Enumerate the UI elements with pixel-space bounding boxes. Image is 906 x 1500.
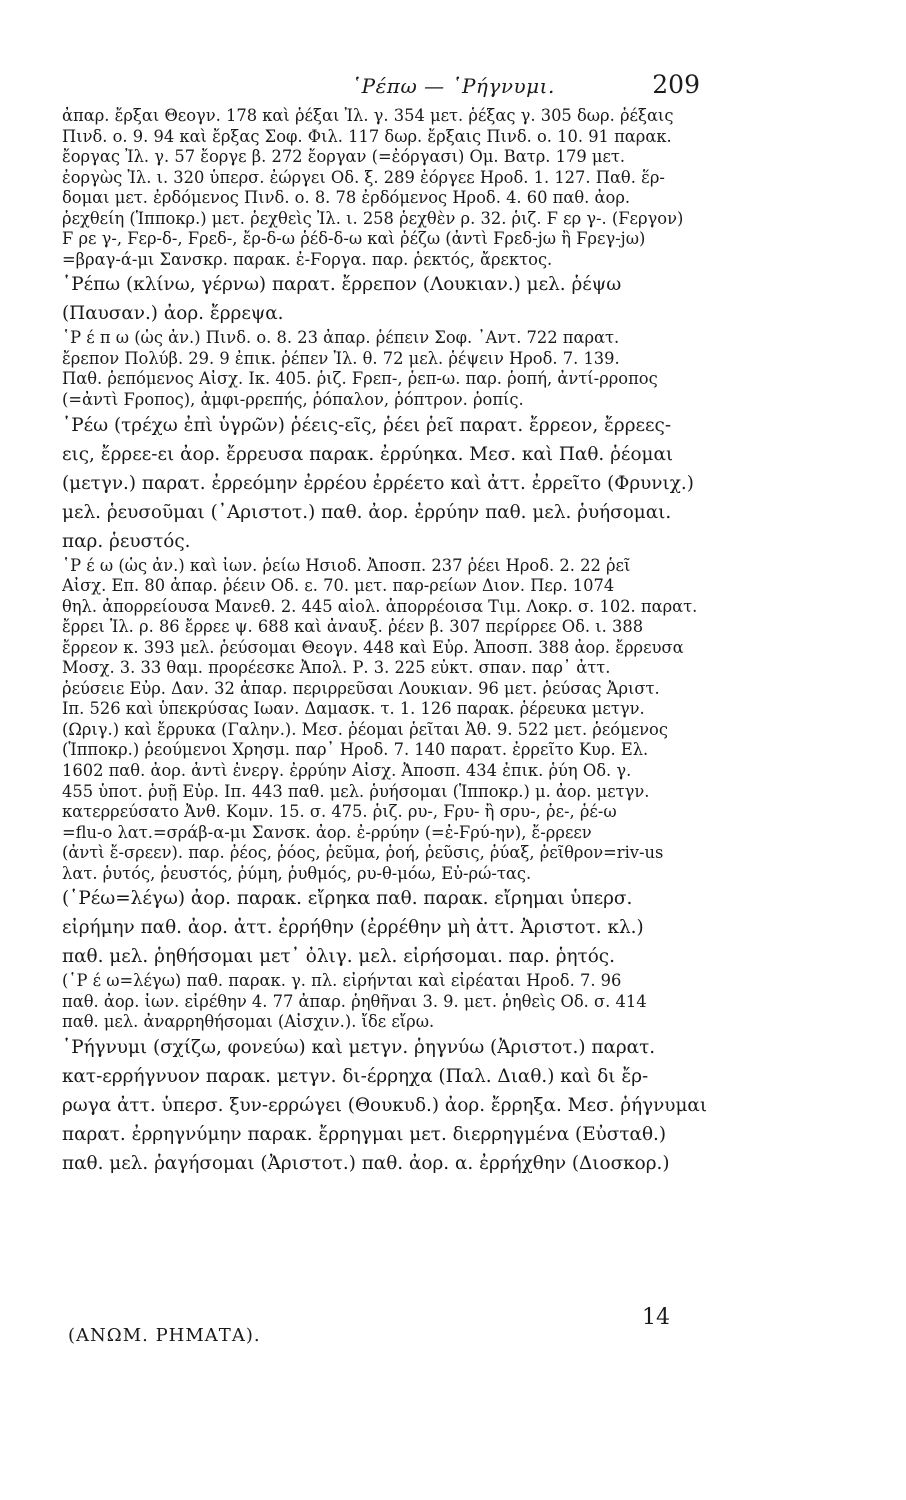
text-line: ῾Ρήγνυμι (σχίζω, φονεύω) καὶ μετγν. ῥηγνύω (Ἀριστοτ.) παρατ. — [62, 1036, 656, 1058]
text-line: ρωγα ἀττ. ὑπερσ. ξυν-ερρώγει (Θουκυδ.) ἀορ. ἔρρηξα. Μεσ. ῥήγνυμαι — [62, 1094, 708, 1116]
text-line: Παθ. ῥεπόμενος Αἰσχ. Ικ. 405. ῥιζ. Ϝρεπ-, ῥεπ-ω. παρ. ῥοπή, ἀντί-ρροπος — [62, 369, 658, 389]
text-line: θηλ. ἀπορρείουσα Μανεθ. 2. 445 αἰολ. ἀπορρέοισα Τιμ. Λοκρ. σ. 102. παρατ. — [62, 596, 698, 616]
text-line: ἔρεπον Πολύβ. 29. 9 ἐπικ. ῥέπεν Ἰλ. θ. 72 μελ. ῥέψειν Ηροδ. 7. 139. — [62, 348, 620, 368]
text-line: ἔρρει Ἰλ. ρ. 86 ἔρρεε ψ. 688 καὶ ἀναυξ. ῥέεν β. 307 περίρρεε Οδ. ι. 388 — [62, 617, 644, 637]
text-line: παρ. ῥευστός. — [62, 530, 191, 552]
entry-block — [62, 884, 714, 971]
sheet-number: 14 — [642, 1305, 670, 1330]
text-line: παθ. μελ. ῥαγήσομαι (Ἀριστοτ.) παθ. ἀορ. α. ἐρρήχθην (Διοσκορ.) — [62, 1152, 670, 1174]
text-line: Πινδ. ο. 9. 94 καὶ ἔρξας Σοφ. Φιλ. 117 δωρ. ἔρξαις Πινδ. ο. 10. 91 παρακ. — [62, 126, 672, 146]
text-line: Μοσχ. 3. 33 θαμ. προρέεσκε Ἀπολ. Ρ. 3. 225 εὐκτ. σπαν. παρ᾿ ἀττ. — [62, 658, 611, 678]
text-line: (Ωριγ.) καὶ ἔρρυκα (Γαλην.). Μεσ. ῥέομαι ῥεῖται Ἀθ. 9. 522 μετ. ῥεόμενος — [62, 719, 668, 739]
text-line: μελ. ῥευσοῦμαι (᾿Αριστοτ.) παθ. ἀορ. ἐρρύην παθ. μελ. ῥυήσομαι. — [62, 501, 672, 523]
text-line: εις, ἔρρεε-ει ἀορ. ἔρρευσα παρακ. ἐρρύηκα. Μεσ. καὶ Παθ. ῥέομαι — [62, 443, 674, 465]
entry-block — [62, 1033, 714, 1178]
running-head: ῾Ρέπω — ῾Ρήγνυμι. — [351, 74, 555, 98]
text-line: (῾Ρέω=λέγω) ἀορ. παρακ. εἴρηκα παθ. παρακ. εἴρημαι ὑπερσ. — [62, 888, 633, 910]
text-line: παθ. μελ. ἀναρρηθήσομαι (Αἰσχιν.). ἴδε εἴρω. — [62, 1012, 435, 1032]
signature-mark: (ΑΝΩΜ. ΡΗΜΑΤΑ). — [68, 1325, 261, 1346]
page-body — [62, 106, 714, 1178]
entry-block — [62, 270, 714, 328]
entry-block — [62, 328, 714, 410]
text-line: =βραγ-ά-μι Σανσκρ. παρακ. ἐ-Ϝοργα. παρ. ῥεκτός, ἄρεκτος. — [62, 249, 553, 269]
entry-block — [62, 411, 714, 556]
text-line: 1602 παθ. ἀορ. ἀντὶ ἐνεργ. ἐρρύην Αἰσχ. Ἀποσπ. 434 ἐπικ. ῥύη Οδ. γ. — [62, 761, 632, 781]
page-header — [0, 70, 906, 110]
text-line: ἀπαρ. ἔρξαι Θεογν. 178 καὶ ῥέξαι Ἰλ. γ. 354 μετ. ῥέξας γ. 305 δωρ. ῥέξαις — [62, 106, 674, 125]
text-line: ῥεύσειε Εὐρ. Δαν. 32 ἀπαρ. περιρρεῦσαι Λουκιαν. 96 μετ. ῥεύσας Ἀριστ. — [62, 678, 660, 698]
text-line: εἰρήμην παθ. ἀορ. ἀττ. ἐρρήθην (ἐρρέθην μὴ ἀττ. Ἀριστοτ. κλ.) — [62, 917, 644, 939]
text-line: (Ἱπποκρ.) ῥεούμενοι Χρησμ. παρ᾿ Ηροδ. 7. 140 παρατ. ἐρρεῖτο Κυρ. Ελ. — [62, 740, 649, 760]
entry-block — [62, 106, 714, 270]
text-line: ῾Ρέπω (κλίνω, γέρνω) παρατ. ἔρρεπον (Λουκιαν.) μελ. ῥέψω — [62, 274, 622, 296]
text-line: Ιπ. 526 καὶ ὑπεκρύσας Ιωαν. Δαμασκ. τ. 1. 126 παρακ. ῥέρευκα μετγν. — [62, 699, 645, 719]
text-line: παρατ. ἐρρηγνύμην παρακ. ἔρρηγμαι μετ. διερρηγμένα (Εὐσταθ.) — [62, 1123, 667, 1145]
text-line: Αἰσχ. Επ. 80 ἀπαρ. ῥέειν Οδ. ε. 70. μετ. παρ-ρείων Διον. Περ. 1074 — [62, 576, 615, 596]
text-line: παθ. μελ. ῥηθήσομαι μετ᾿ ὀλιγ. μελ. εἰρήσομαι. παρ. ῥητός. — [62, 946, 615, 968]
text-line: κατερρεύσατο Ἀνθ. Κομν. 15. σ. 475. ῥιζ. ρυ-, Ϝρυ- ἢ σρυ-, ῥε-, ῥέ-ω — [62, 802, 617, 822]
page-footer — [62, 1305, 714, 1365]
text-line: Ϝ ρε γ-, Ϝερ-δ-, Ϝρεδ-, ἔρ-δ-ω ῥέδ-δ-ω καὶ ῥέζω (ἀντὶ Ϝρεδ-jω ἢ Ϝρεγ-jω) — [62, 229, 646, 249]
text-line: λατ. ῥυτός, ῥευστός, ῥύμη, ῥυθμός, ρυ-θ-μόω, Εὐ-ρώ-τας. — [62, 863, 532, 883]
text-line: ῥεχθείη (Ἱπποκρ.) μετ. ῥεχθεὶς Ἰλ. ι. 258 ῥεχθὲν ρ. 32. ῥιζ. Ϝ ερ γ-. (Ϝεργον) — [62, 208, 684, 228]
text-line: (Παυσαν.) ἀορ. ἔρρεψα. — [62, 303, 284, 325]
text-line: (μετγν.) παρατ. ἐρρεόμην ἐρρέου ἐρρέετο καὶ ἀττ. ἐρρεῖτο (Φρυνιχ.) — [62, 472, 694, 494]
text-line: ῾Ρ έ ω (ὡς ἀν.) καὶ ἰων. ῥείω Ησιοδ. Ἀποσπ. 237 ῥέει Ηροδ. 2. 22 ῥεῖ — [62, 555, 631, 575]
text-line: παθ. ἀορ. ἰων. εἰρέθην 4. 77 ἀπαρ. ῥηθῆναι 3. 9. μετ. ῥηθεὶς Οδ. σ. 414 — [62, 991, 647, 1011]
text-line: ἔοργας Ἰλ. γ. 57 ἔοργε β. 272 ἔοργαν (=ἐόργασι) Ομ. Βατρ. 179 μετ. — [62, 147, 626, 167]
text-line: ῾Ρ έ π ω (ὡς ἀν.) Πινδ. ο. 8. 23 ἀπαρ. ῥέπειν Σοφ. ᾿Αντ. 722 παρατ. — [62, 328, 620, 348]
text-line: (=ἀντὶ Ϝροπος), ἀμφι-ρρεπής, ῥόπαλον, ῥόπτρον. ῥοπίς. — [62, 390, 524, 410]
text-line: ῾Ρέω (τρέχω ἐπὶ ὑγρῶν) ῥέεις-εῖς, ῥέει ῥεῖ παρατ. ἔρρεον, ἔρρεες- — [62, 414, 672, 436]
page-number: 209 — [652, 70, 700, 99]
text-line: δομαι μετ. ἐρδόμενος Πινδ. ο. 8. 78 ἐρδόμενος Ηροδ. 4. 60 παθ. ἀορ. — [62, 188, 631, 208]
text-line: ἔρρεον κ. 393 μελ. ῥεύσομαι Θεογν. 448 καὶ Εὐρ. Ἀποσπ. 388 ἀορ. ἔρρευσα — [62, 637, 684, 657]
entry-block — [62, 556, 714, 885]
text-line: (῾Ρ έ ω=λέγω) παθ. παρακ. γ. πλ. εἰρήνται καὶ εἰρέαται Ηροδ. 7. 96 — [62, 971, 622, 991]
entry-block — [62, 971, 714, 1033]
text-line: κατ-ερρήγνυον παρακ. μετγν. δι-έρρηχα (Παλ. Διαθ.) καὶ δι ἔρ- — [62, 1065, 649, 1087]
text-line: (ἀντὶ ἔ-σρεεν). παρ. ῥέος, ῥόος, ῥεῦμα, ῥοή, ῥεῦσις, ῥύαξ, ῥεῖθρον=riv-us — [62, 843, 664, 863]
text-line: 455 ὑποτ. ῥυῇ Εὐρ. Ιπ. 443 παθ. μελ. ῥυήσομαι (Ἱπποκρ.) μ. ἀορ. μετγν. — [62, 781, 650, 801]
text-line: =flu-o λατ.=σράβ-α-μι Σανσκ. ἀορ. ἐ-ρρύην (=ἐ-Ϝρύ-ην), ἔ-ρρεεν — [62, 822, 592, 842]
text-line: ἐοργὼς Ἰλ. ι. 320 ὑπερσ. ἐώργει Οδ. ξ. 289 ἐόργεε Ηροδ. 1. 127. Παθ. ἕρ- — [62, 167, 665, 187]
